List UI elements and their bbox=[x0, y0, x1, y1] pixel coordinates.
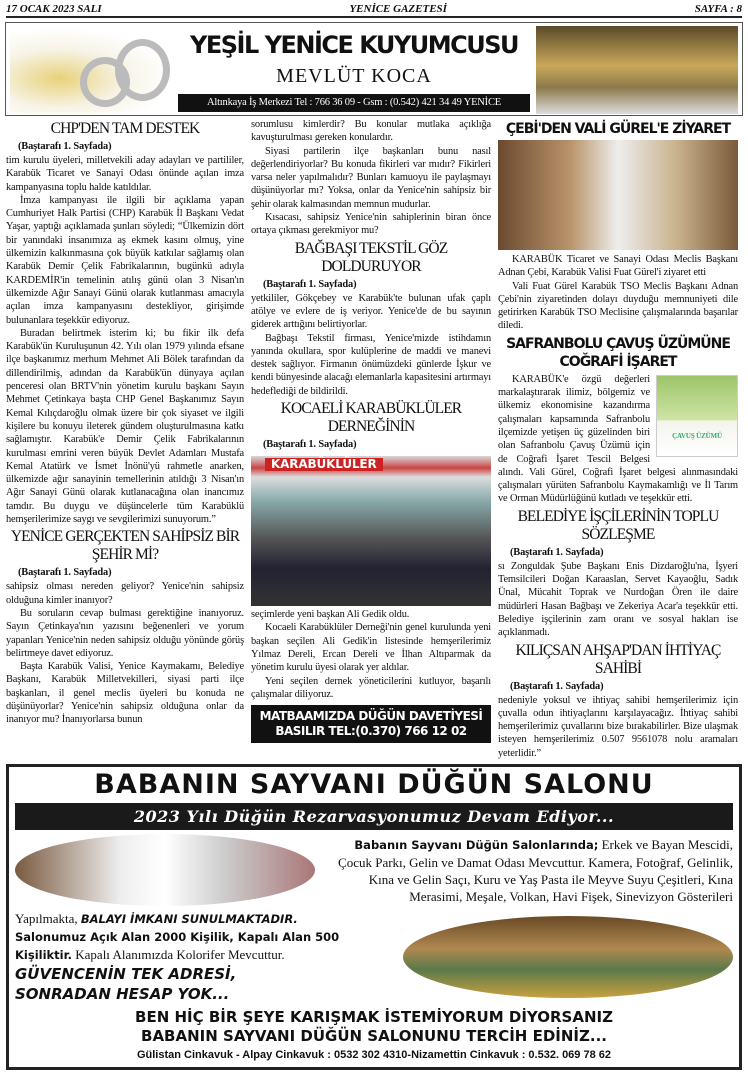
source-note: (Baştarafı 1. Sayfada) bbox=[510, 680, 604, 692]
capacity-note: Salonumuz Açık Alan 2000 Kişilik, Kapalı Alan 500 Kişiliktir. bbox=[15, 930, 340, 963]
jeweler-title: YEŞİL YENİCE KUYUMCUSU bbox=[189, 31, 519, 59]
paragraph: nedeniyle yoksul ve ihtiyaç sahibi hemşerilerimiz için çuvalla odun ihtiyaçlarını karşılayacağız. İhtiyaç sahibi hemşerilerimiz çuvallarını bize bırakabilirler. Bize ulaşmak isteyen hemşerilerimiz 0.507 9561078 nolu aramaları yeterlidir.” bbox=[498, 694, 738, 759]
paragraph: İmza kampanyası ile ilgili bir açıklama yapan Cumhuriyet Halk Partisi (CHP) Karabük İl Başkanı Vedat Yaşar, yaptığı açıklamada şunları söyledi; “Ülkemizin dört bir yanındaki insanımıza aş ekmek kasını olmuş, yine ülkemizin kalkınmasına çok büyük katkılar sağlamış olan Karabük Demir Çelik Fabrikalarının, bugünkü adıyla KARDEMİR'in temelinin atılış günü olan 3 Nisan'ın ülkemizde Ağır Sanayi Günü olarak kutlanması amacıyla açılan imza kampanyasını destekliyor, girişimde bulunanlara teşekkür ediyoruz. bbox=[6, 194, 244, 326]
paragraph: sorumlusu kimlerdir? Bu konular mutlaka açıklığa kavuşturulması gereken konulardır. bbox=[251, 119, 491, 144]
honeymoon-note: BALAYI İMKANI SUNULMAKTADIR. bbox=[80, 912, 298, 927]
paragraph: Bağbaşı Tekstil firması, Yenice'mizde istihdamın yanında okullara, spor kulüplerine de maddi ve manevi destek sağlıyor. Firmanın önümüzdeki günlerde İşkur ve kendi bünyesinde alacağı elemanlarla kapasitesini artırmayı hedeflediği de bildirildi. bbox=[251, 332, 491, 397]
jeweler-ad bbox=[5, 22, 743, 116]
ad-top-row bbox=[15, 834, 733, 906]
grape-image bbox=[656, 375, 738, 457]
paragraph: KARABÜK'e özgü değerleri markalaştırarak ilimiz, bölgemiz ve ülkemiz ekonomisine kazandırma çalışmaları kapsamında Safranbolu ilçemizde yetişen üç güzelinden biri olan Safranbolu Çavuş Üzümü için de Coğrafi İşaret Tescil Belgesi alındı. Vali Gürel, Coğrafi İşaret belgesi alınmasındaki çalışmaları yürüten Safranbolu Kaymakamlığı ve İl Tarım ve Orman Müdürlüğünü kutladı ve teşekkür etti. bbox=[498, 373, 738, 505]
paragraph: Kısacası, sahipsiz Yenice'nin sahiplerinin biran önce ortaya çıkması gerekmiyor mu? bbox=[251, 212, 491, 237]
paragraph: yetkililer, Gökçebey ve Karabük'te bulunan ufak çaplı atölye ve evlere de iş veriyor. Yenice'de de bu sayının giderek arttığını belirtiyorlar. bbox=[251, 292, 491, 331]
print-banner bbox=[251, 705, 491, 743]
page-header bbox=[6, 2, 742, 18]
slogan-line-2: SONRADAN HESAP YOK... bbox=[15, 985, 230, 1004]
page-number: SAYFA : 8 bbox=[694, 3, 742, 15]
paragraph: Bu soruların cevap bulması gerektiğine inanıyoruz. Sayın Çetinkaya'nın yazısını beğenenleri ve yorum yapanları Yenice'nin neden sahipsiz olduğu yönünde görüş belirtmeye davet ediyoruz. bbox=[6, 607, 244, 659]
paragraph: Vali Fuat Gürel Karabük TSO Meclis Başkanı Adnan Çebi'nin ziyaretinden dolayı duyduğu memnuniyeti dile getirirken Karabük TSO Meclisine çalışmalarında başarılar diledi. bbox=[498, 280, 738, 332]
wedding-hall-ad bbox=[6, 764, 742, 1070]
paragraph: Yeni seçilen dernek yöneticilerini kutluyor, başarılı çalışmalar diliyoruz. bbox=[251, 675, 491, 700]
jeweler-contact: Altınkaya İş Merkezi Tel : 766 36 09 - Gsm : (0.542) 421 34 49 YENİCE bbox=[178, 94, 530, 112]
paragraph: tim kurulu üyeleri, milletvekili aday adayları ve partililer, Karabük Ticaret ve Sanayi Odası önünde açılan imza kampanyasına toplu halde katıldılar. bbox=[6, 155, 244, 193]
column-3 bbox=[498, 118, 738, 760]
source-note: (Baştarafı 1. Sayfada) bbox=[18, 567, 112, 579]
wedding-ad-title: BABANIN SAYVANI DÜĞÜN SALONU bbox=[94, 769, 654, 801]
photo-sign: KARABÜKLÜLER bbox=[265, 458, 383, 471]
source-note: (Baştarafı 1. Sayfada) bbox=[510, 546, 604, 558]
issue-date: 17 OCAK 2023 SALI bbox=[6, 3, 102, 15]
slogan-line-1: GÜVENCENİN TEK ADRESİ, bbox=[15, 965, 237, 984]
footer-line-2: BABANIN SAYVANI DÜĞÜN SALONUNU TERCİH EDİNİZ... bbox=[141, 1027, 607, 1046]
jewelry-image bbox=[10, 27, 175, 113]
visit-photo bbox=[498, 140, 738, 250]
print-banner-text: MATBAAMIZDA DÜĞÜN DAVETİYESİ BASILIR TEL:(0.370) 766 12 02 bbox=[259, 709, 483, 739]
paragraph: Siyasi partilerin ilçe başkanları bunu nasıl değerlendiriyorlar? Bu konuda fikirleri var mıdır? Fikirleri varsa neler yapılmalıdır? Bunları kamuoyu ile paylaşmayı düşünüyorlar mı? Yoksa, onlar da Yenice'nin sahipsiz bir şehir olarak kalmasından memnun mudurlar. bbox=[251, 145, 491, 210]
ad-middle-row bbox=[15, 910, 733, 1004]
grape-image-label: ÇAVUŞ ÜZÜMÜ bbox=[672, 431, 722, 440]
headline: BAĞBAŞI TEKSTİL GÖZ DOLDURUYOR bbox=[294, 239, 448, 275]
hall-desc-bold: Babanın Sayvanı Düğün Salonlarında; bbox=[354, 837, 599, 852]
hall-description bbox=[323, 836, 733, 905]
shop-photo bbox=[536, 26, 738, 114]
newspaper-name: YENİCE GAZETESİ bbox=[349, 3, 447, 15]
source-note: (Baştarafı 1. Sayfada) bbox=[263, 278, 357, 290]
headline: KOCAELİ KARABÜKLÜLER DERNEĞİNİN bbox=[280, 400, 462, 436]
source-note: (Baştarafı 1. Sayfada) bbox=[18, 141, 112, 152]
ad-footer bbox=[15, 1008, 733, 1046]
footer-line-1: BEN HİÇ BİR ŞEYE KARIŞMAK İSTEMİYORUM DİYORSANIZ bbox=[135, 1008, 613, 1027]
contact-numbers: Gülistan Cinkavuk - Alpay Cinkavuk : 0532 302 4310-Nizamettin Cinkavuk : 0.532. 069 78 62 bbox=[136, 1049, 612, 1062]
wedding-photo bbox=[15, 834, 315, 906]
paragraph: Başta Karabük Valisi, Yenice Kaymakamı, Belediye Başkanı, Karabük Milletvekilleri, siyasi parti ilçe başkanları, il genel meclis üyeleri bu konuda ne düşünüyorlar? Yenice'nin sahipsiz olduğuna onlar da inanıyor mu? İnanıyorlarsa bunun bbox=[6, 661, 244, 726]
association-photo bbox=[251, 456, 491, 606]
hall-photo bbox=[403, 916, 733, 998]
column-2 bbox=[251, 118, 491, 743]
hall-desc-tail: Yapılmakta, bbox=[15, 911, 78, 927]
source-note: (Baştarafı 1. Sayfada) bbox=[263, 439, 357, 451]
paragraph: sahipsiz olması nereden geliyor? Yenice'nin sahipsiz olduğuna kimler inanıyor? bbox=[6, 581, 244, 606]
headline: BELEDİYE İŞÇİLERİNİN TOPLU SÖZLEŞME bbox=[517, 507, 719, 543]
heating-note: Kapalı Alanımızda Kolorifer Mevcuttur. bbox=[75, 947, 285, 963]
paragraph: seçimlerde yeni başkan Ali Gedik oldu. bbox=[251, 609, 410, 621]
headline: KILIÇSAN AHŞAP'DAN İHTİYAÇ SAHİBİ bbox=[515, 641, 721, 677]
paragraph: sı Zonguldak Şube Başkanı Enis Dizdaroğlu'na, İşyeri Temsilcileri Doğan Karaaslan, Servet Kayaoğlu, Sadık Ünal, Mücahit Toprak ve Nurdoğan Ören ile daire müdürleri Hasan Bağbaşı ve Zekeriya Acar'a teşekkür etti. Belediye işçilerinin zam oranı ve sosyal hakları ise açıklanmadı. bbox=[498, 560, 738, 639]
headline: SAFRANBOLU ÇAVUŞ ÜZÜMÜNE COĞRAFİ İŞARET bbox=[506, 335, 730, 370]
hall-desc-text: Erkek ve Bayan Mescidi, Çocuk Parkı, Gelin ve Damat Odası Mevcuttur. Kamera, Fotoğraf, Gelinlik, Kına ve Gelin Saçı, Kuru ve Yaş Pasta ile Meyve Suyu Çeşitleri, Kına Merasimi, Meşale, Volkan, Havi Fişek, Sinevizyon Gösterileri bbox=[338, 836, 733, 904]
jeweler-owner: MEVLÜT KOCA bbox=[276, 65, 432, 87]
paragraph: Kocaeli Karabüklüler Derneği'nin genel kurulunda yeni başkan seçilen Ali Gedik'in listesinde hemşerilerimiz Yılmaz Dereli, Ercan Dereli ve İlhan Altıparmak da yönetim kurulu üyesi olarak yer aldılar. bbox=[251, 622, 491, 674]
headline: CHP'DEN TAM DESTEK bbox=[50, 120, 200, 137]
headline: YENİCE GERÇEKTEN SAHİPSİZ BİR ŞEHİR Mİ? bbox=[10, 528, 240, 564]
hall-details bbox=[15, 910, 395, 1004]
reservation-strip: 2023 Yılı Düğün Rezarvasyonumuz Devam Ediyor... bbox=[15, 803, 733, 830]
paragraph: KARABÜK Ticaret ve Sanayi Odası Meclis Başkanı Adnan Çebi, Karabük Valisi Fuat Gürel'i ziyaret etti bbox=[498, 254, 738, 279]
headline: ÇEBİ'DEN VALİ GÜREL'E ZİYARET bbox=[505, 121, 731, 137]
column-1 bbox=[6, 118, 244, 727]
article-columns bbox=[0, 116, 748, 764]
paragraph: Buradan belirtmek isterim ki; bu fikir ilk defa Karabük'ün Kuruluşunun 42. Yılı olan 1979 yılında efsane ilçe başkanımız merhum Mehmet Ali Bölek tarafından da dillendirilmiş, adından da Karabük'ün dünyaya açılan penceresi olan BRTV'nin yönetim kurulu başkanı Sayın Mehmet Çetinkaya başta CHP Genel Başkanımız Sayın Kemal Kılıçdaroğlu olmak üzere bir çok siyaset ve ilgili kişilere bu konuyu ileterek gündem oluşturulmasına katkı sağlamıştır. Karabük'e Demir Çelik Fabrikalarının kurulması emrini veren büyük Devlet Adamları Mustafa Kemal Atatürk ve İsmet İnönü'yü rahmetle anarken, ülkemizde ağır sanayinin temellerinin atıldığı 3 Nisan'ın Ağır Sanayi Günü olarak kutlanacağına olan inancımız tamdır. Bu duygu ve düşüncelerle tüm Karabüklü hemşerilerimize saygı ve sevgilerimizi sunuyorum.” bbox=[6, 327, 244, 526]
